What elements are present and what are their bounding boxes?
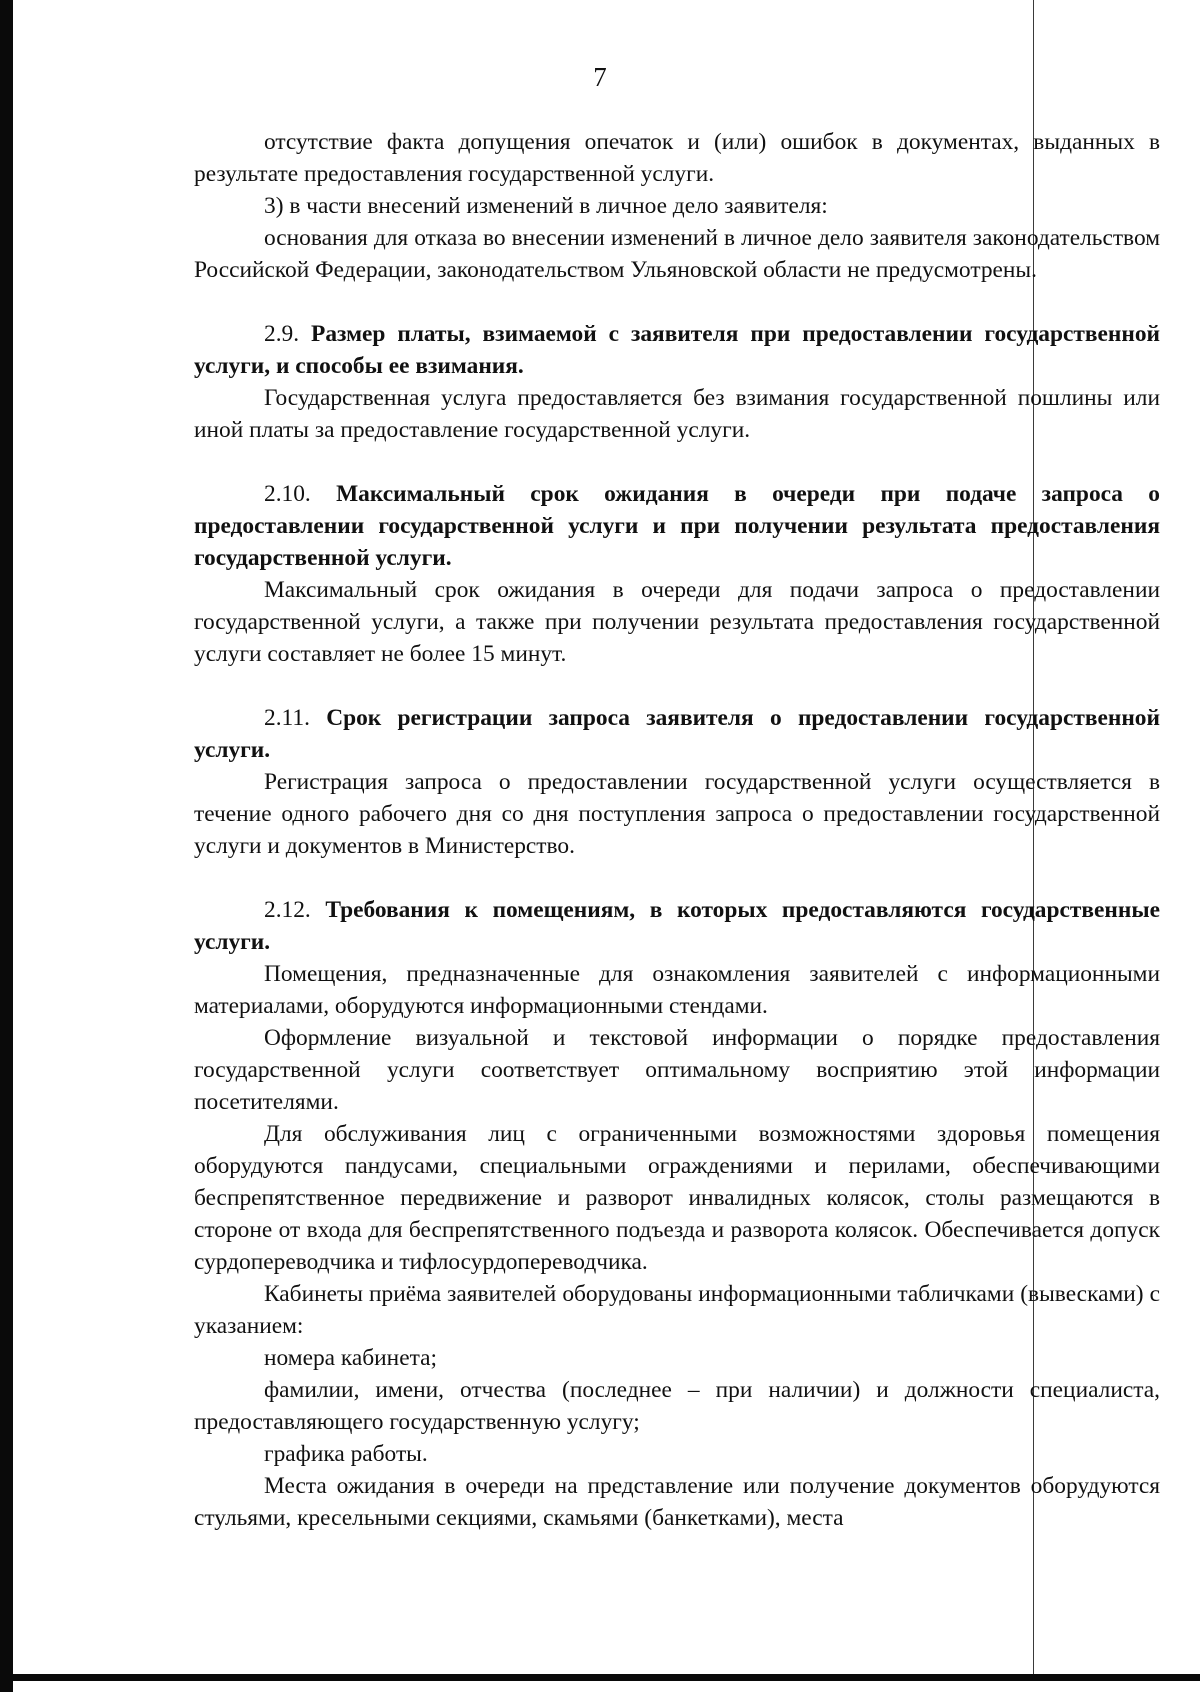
paragraph: Помещения, предназначенные для ознакомления заявителей с информационными материалами, оборудуются информационными стендами.	[194, 961, 1160, 1019]
document-body	[194, 126, 1160, 1534]
section-title: Срок регистрации запроса заявителя о предоставлении государственной услуги.	[194, 705, 1160, 763]
section-number: 2.9.	[264, 321, 300, 347]
page-number: 7	[593, 62, 607, 92]
section-heading-2-11	[194, 702, 1160, 766]
list-item: номера кабинета;	[264, 1345, 437, 1371]
list-item: фамилии, имени, отчества (последнее – при наличии) и должности специалиста, предоставляющего государственную услугу;	[194, 1377, 1160, 1435]
paragraph: Кабинеты приёма заявителей оборудованы информационными табличками (вывесками) с указанием:	[194, 1281, 1160, 1339]
section-title: Максимальный срок ожидания в очереди при подаче запроса о предоставлении государственной услуги и при получении результата предоставления государственной услуги.	[194, 481, 1160, 571]
list-item: графика работы.	[264, 1441, 428, 1467]
paragraph: Государственная услуга предоставляется без взимания государственной пошлины или иной платы за предоставление государственной услуги.	[194, 385, 1160, 443]
section-title: Требования к помещениям, в которых предоставляются государственные услуги.	[194, 897, 1160, 955]
paragraph: Для обслуживания лиц с ограниченными возможностями здоровья помещения оборудуются пандусами, специальными ограждениями и перилами, обеспечивающими беспрепятственное передвижение и разворот инвалидных колясок, столы размещаются в стороне от входа для беспрепятственного подъезда и разворота колясок. Обеспечивается допуск сурдопереводчика и тифлосурдопереводчика.	[194, 1121, 1160, 1275]
scan-bottom-border	[13, 1674, 1200, 1681]
list-item: 3) в части внесений изменений в личное дело заявителя:	[264, 193, 828, 219]
paragraph: Оформление визуальной и текстовой информации о порядке предоставления государственной услуги соответствует оптимальному восприятию этой информации посетителями.	[194, 1025, 1160, 1115]
paragraph: Регистрация запроса о предоставлении государственной услуги осуществляется в течение одного рабочего дня со дня поступления запроса о предоставлении государственной услуги и документов в Министерство.	[194, 769, 1160, 859]
scan-left-border	[0, 0, 13, 1692]
paragraph: Максимальный срок ожидания в очереди для подачи запроса о предоставлении государственной услуги, а также при получении результата предоставления государственной услуги составляет не более 15 минут.	[194, 577, 1160, 667]
section-number: 2.10.	[264, 481, 311, 507]
paragraph: Места ожидания в очереди на представление или получение документов оборудуются стульями, кресельными секциями, скамьями (банкетками), места	[194, 1473, 1160, 1531]
section-heading-2-9	[194, 318, 1160, 382]
section-heading-2-10	[194, 478, 1160, 574]
section-number: 2.11.	[264, 705, 310, 731]
section-title: Размер платы, взимаемой с заявителя при предоставлении государственной услуги, и способы ее взимания.	[194, 321, 1160, 379]
section-number: 2.12.	[264, 897, 311, 923]
section-heading-2-12	[194, 894, 1160, 958]
paragraph: основания для отказа во внесении изменений в личное дело заявителя законодательством Российской Федерации, законодательством Ульяновской области не предусмотрены.	[194, 225, 1160, 283]
paragraph: отсутствие факта допущения опечаток и (или) ошибок в документах, выданных в результате предоставления государственной услуги.	[194, 129, 1160, 187]
